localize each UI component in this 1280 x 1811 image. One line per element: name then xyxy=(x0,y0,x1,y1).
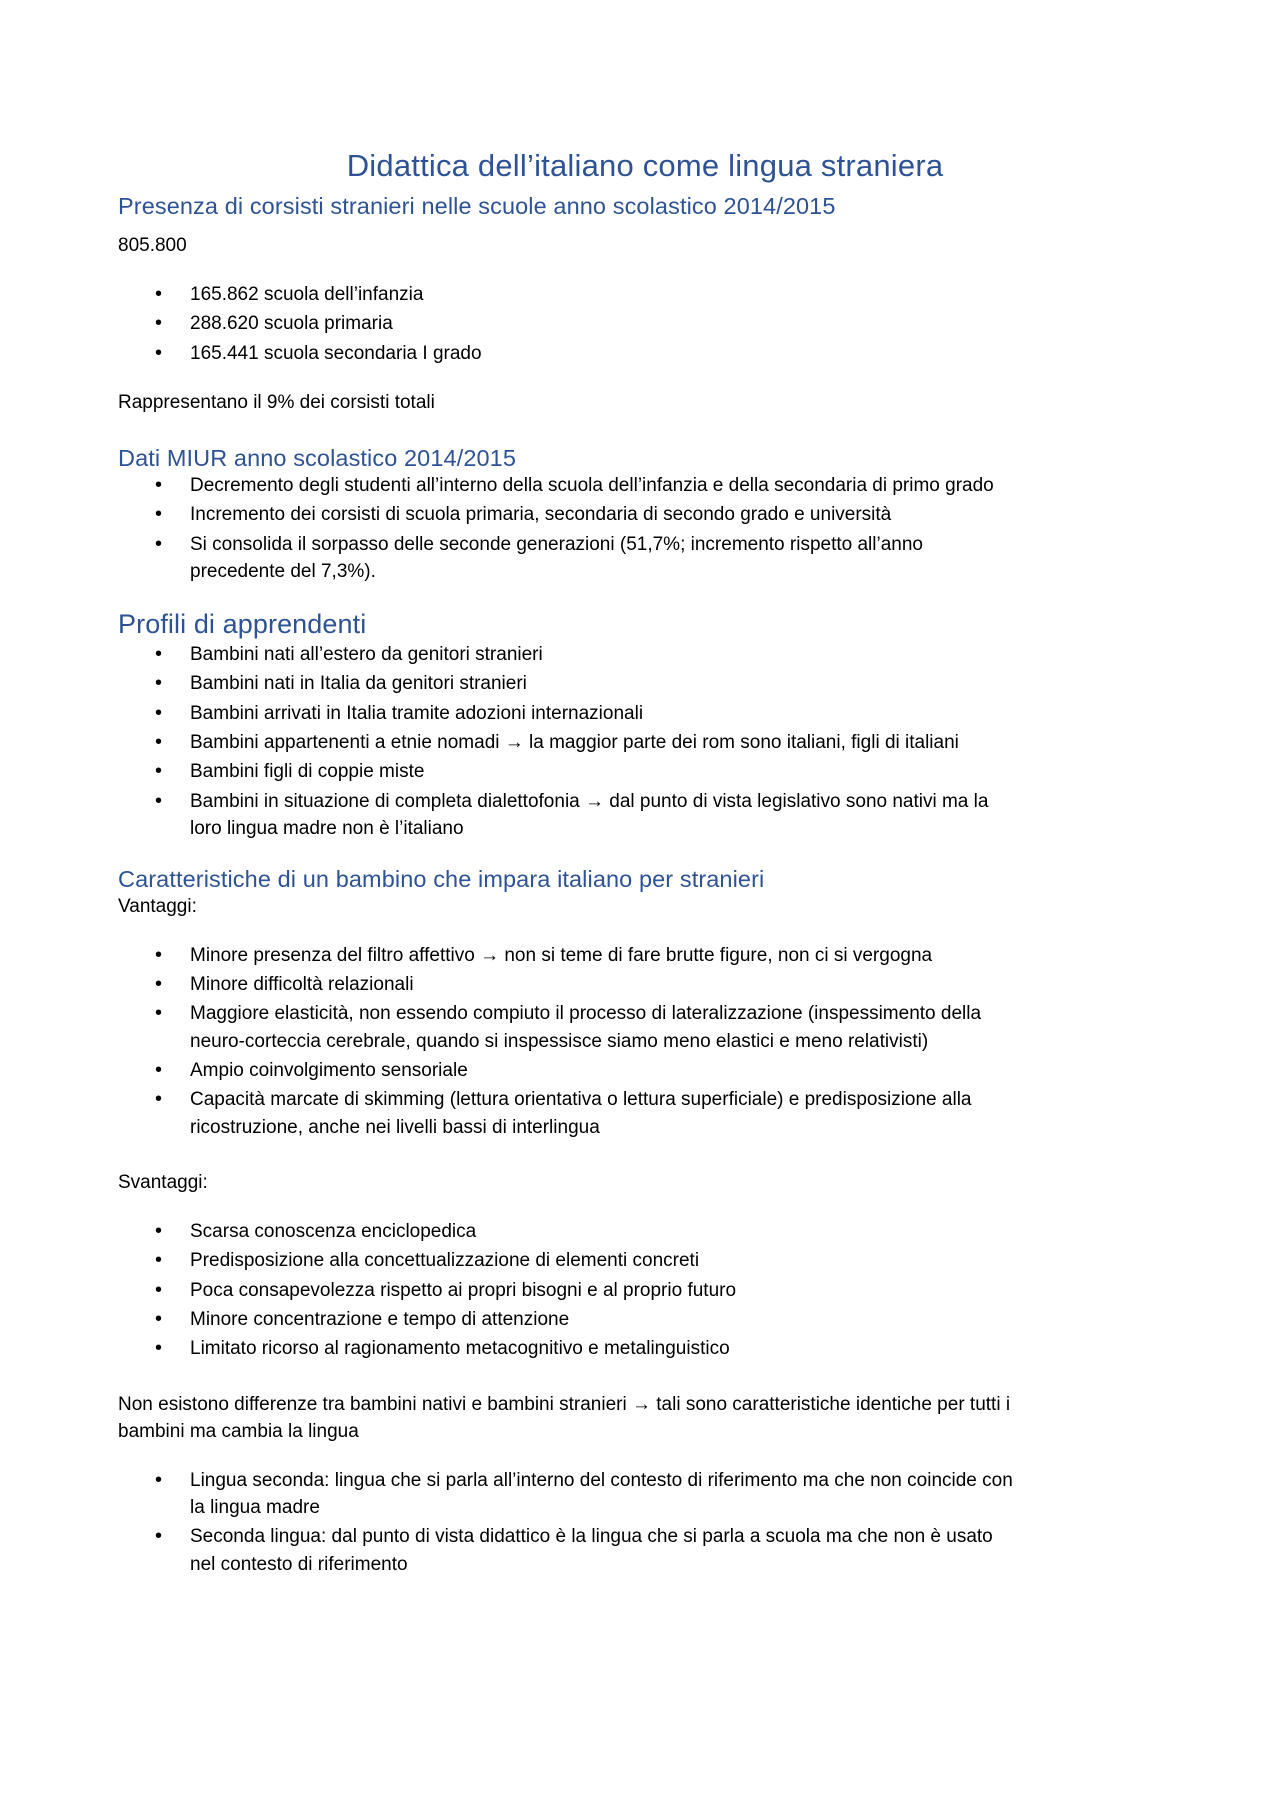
page-title: Didattica dell’italiano come lingua straniera xyxy=(346,148,944,183)
heading-profili: Profili di apprendenti xyxy=(118,609,367,640)
list-item: • Si consolida il sorpasso delle seconde generazioni (51,7%; incremento rispetto all’anno precedente del 7,3%). xyxy=(118,531,1018,586)
spacer xyxy=(118,369,1172,390)
list-item: • Ampio coinvolgimento sensoriale xyxy=(118,1057,1018,1084)
list-item: • Lingua seconda: lingua che si parla all’interno del contesto di riferimento ma che non coincide con la lingua madre xyxy=(118,1467,1018,1522)
heading-dati-miur: Dati MIUR anno scolastico 2014/2015 xyxy=(118,444,516,471)
spacer xyxy=(118,1365,1172,1392)
list-item: • Limitato ricorso al ragionamento metacognitivo e metalinguistico xyxy=(118,1335,1018,1362)
spacer xyxy=(118,844,1172,865)
list-item: • Bambini nati in Italia da genitori stranieri xyxy=(118,670,1018,697)
spacer xyxy=(118,1143,1172,1170)
list-item: • Minore presenza del filtro affettivo → non si teme di fare brutte figure, non ci si vergogna xyxy=(118,942,1018,969)
list-item: • Bambini appartenenti a etnie nomadi → la maggior parte dei rom sono italiani, figli di italiani xyxy=(118,729,1018,756)
list-item: • Incremento dei corsisti di scuola primaria, secondaria di secondo grado e università xyxy=(118,501,1018,528)
presenza-list xyxy=(118,281,1013,367)
list-item: • Bambini figli di coppie miste xyxy=(118,758,1018,785)
list-item: • 165.441 scuola secondaria I grado xyxy=(118,340,1013,367)
svantaggi-list xyxy=(118,1218,1018,1363)
presenza-total: 805.800 xyxy=(118,234,187,256)
spacer xyxy=(118,587,1172,608)
list-item: • Capacità marcate di skimming (lettura orientativa o lettura superficiale) e predisposizione alla ricostruzione, anche nei livelli bassi di interlingua xyxy=(118,1086,1018,1141)
list-item: • Predisposizione alla concettualizzazione di elementi concreti xyxy=(118,1247,1018,1274)
list-item: • Poca consapevolezza rispetto ai propri bisogni e al proprio futuro xyxy=(118,1277,1018,1304)
list-item: • Minore concentrazione e tempo di attenzione xyxy=(118,1306,1018,1333)
list-item: • 165.862 scuola dell’infanzia xyxy=(118,281,1013,308)
spacer xyxy=(118,1446,1172,1467)
spacer xyxy=(118,921,1172,942)
spacer xyxy=(118,417,1172,444)
spacer xyxy=(118,1197,1172,1218)
profili-list xyxy=(118,641,1018,843)
list-item: • Bambini in situazione di completa dialettofonia → dal punto di vista legislativo sono nativi ma la loro lingua madre non è l’italiano xyxy=(118,788,1018,843)
list-item: • Scarsa conoscenza enciclopedica xyxy=(118,1218,1018,1245)
heading-presenza: Presenza di corsisti stranieri nelle scuole anno scolastico 2014/2015 xyxy=(118,192,836,219)
vantaggi-label: Vantaggi: xyxy=(118,895,197,917)
list-item: • Bambini nati all’estero da genitori stranieri xyxy=(118,641,1018,668)
list-item: • Maggiore elasticità, non essendo compiuto il processo di lateralizzazione (inspessimento della neuro-corteccia cerebrale, quando si inspessisce siamo meno elastici e meno relativisti) xyxy=(118,1000,1018,1055)
heading-caratteristiche: Caratteristiche di un bambino che impara italiano per stranieri xyxy=(118,866,765,893)
list-item: • 288.620 scuola primaria xyxy=(118,310,1013,337)
conclusione-list xyxy=(118,1467,1018,1578)
spacer xyxy=(118,220,1172,233)
list-item: • Bambini arrivati in Italia tramite adozioni internazionali xyxy=(118,700,1018,727)
presenza-note: Rappresentano il 9% dei corsisti totali xyxy=(118,391,435,413)
conclusione-paragraph: Non esistono differenze tra bambini nativi e bambini stranieri → tali sono caratteristiche identiche per tutti i bambini ma cambia la lingua xyxy=(118,1393,1011,1442)
list-item: • Decremento degli studenti all’interno della scuola dell’infanzia e della secondaria di primo grado xyxy=(118,472,1018,499)
spacer xyxy=(118,260,1172,281)
list-item: • Seconda lingua: dal punto di vista didattico è la lingua che si parla a scuola ma che non è usato nel contesto di riferimento xyxy=(118,1523,1018,1578)
list-item: • Minore difficoltà relazionali xyxy=(118,971,1018,998)
vantaggi-list xyxy=(118,942,1018,1142)
svantaggi-label: Svantaggi: xyxy=(118,1172,208,1194)
dati-miur-list xyxy=(118,472,1018,585)
